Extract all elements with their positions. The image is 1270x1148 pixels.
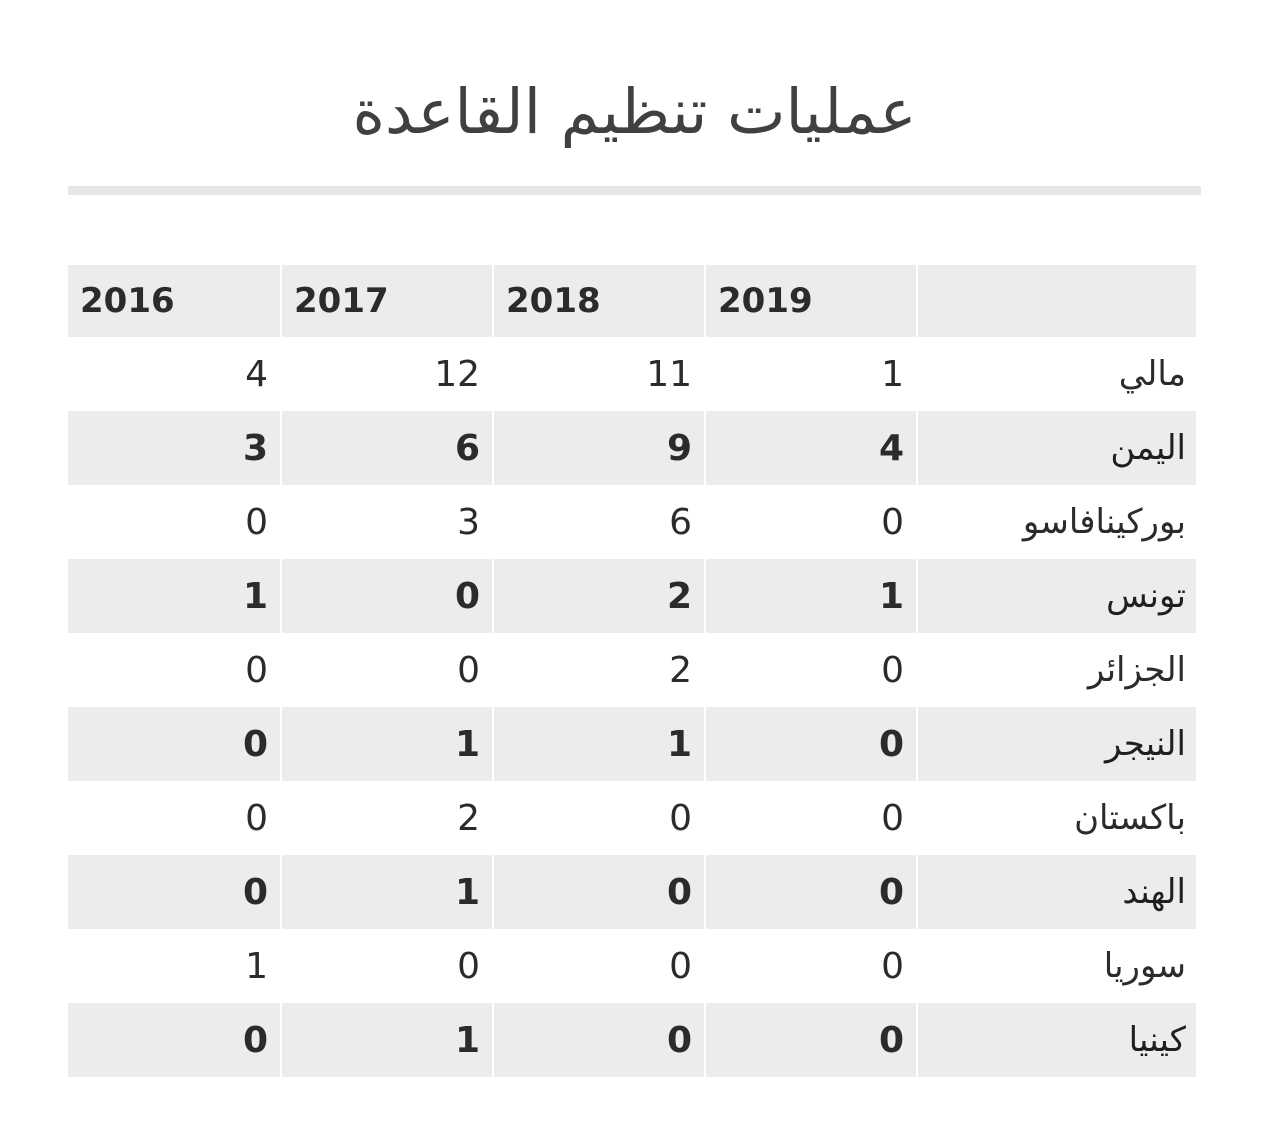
table-cell-2019: 4 <box>704 411 916 485</box>
table-row <box>68 337 1196 411</box>
table-cell-2018: 11 <box>492 337 704 411</box>
table-cell-2019: 0 <box>704 707 916 781</box>
table-cell-2016: 4 <box>245 353 268 395</box>
table-cell-2016: 3 <box>68 411 280 485</box>
table-cell-country: مالي <box>916 337 1196 411</box>
table-cell-2016: 0 <box>68 707 280 781</box>
table-cell-2018: 2 <box>492 633 704 707</box>
table-cell-country: باكستان <box>916 781 1196 855</box>
table-row <box>68 1003 1196 1077</box>
table-cell-2017: 12 <box>280 337 492 411</box>
table-cell-2019: 0 <box>704 855 916 929</box>
table-cell-country: بوركينافاسو <box>916 485 1196 559</box>
table-cell-2016: 0 <box>245 797 268 839</box>
table-row <box>68 411 1196 485</box>
page-title: عمليات تنظيم القاعدة <box>352 75 917 148</box>
column-header-2019: 2019 <box>704 265 916 337</box>
table-cell-country: كينيا <box>916 1003 1196 1077</box>
table-cell-2018: 0 <box>492 781 704 855</box>
table-row <box>68 855 1196 929</box>
table-cell-2017: 1 <box>280 855 492 929</box>
table-cell-2019: 0 <box>704 929 916 1003</box>
table-cell-2019: 1 <box>704 337 916 411</box>
table-cell-2018: 6 <box>492 485 704 559</box>
table-cell-2017: 0 <box>280 633 492 707</box>
table-row <box>68 781 1196 855</box>
table-cell-2016: 0 <box>68 1003 280 1077</box>
table-row <box>68 633 1196 707</box>
table-cell-2018: 9 <box>492 411 704 485</box>
table-cell-2018: 0 <box>492 1003 704 1077</box>
table-cell-2017: 3 <box>280 485 492 559</box>
table-cell-country: تونس <box>916 559 1196 633</box>
table-row <box>68 485 1196 559</box>
column-header-2018: 2018 <box>492 265 704 337</box>
table-cell-country: اليمن <box>916 411 1196 485</box>
table-row <box>68 929 1196 1003</box>
table-cell-country: سوريا <box>916 929 1196 1003</box>
data-table <box>68 265 1196 1077</box>
table-body <box>68 337 1196 1077</box>
table-cell-2016: 0 <box>245 501 268 543</box>
table-cell-2017: 1 <box>280 707 492 781</box>
table-cell-2016: 0 <box>68 855 280 929</box>
table-row <box>68 559 1196 633</box>
table-cell-2017: 0 <box>280 929 492 1003</box>
table-cell-2018: 2 <box>492 559 704 633</box>
table-cell-2019: 0 <box>704 1003 916 1077</box>
table-cell-2016: 1 <box>245 945 268 987</box>
table-cell-country: الهند <box>916 855 1196 929</box>
table-cell-2016: 0 <box>245 649 268 691</box>
table-cell-2019: 0 <box>704 485 916 559</box>
column-header-2016: 2016 <box>68 265 280 337</box>
column-header-2017: 2017 <box>280 265 492 337</box>
table-cell-2019: 0 <box>704 781 916 855</box>
table-cell-2018: 1 <box>492 707 704 781</box>
table-cell-2017: 1 <box>280 1003 492 1077</box>
table-cell-2018: 0 <box>492 929 704 1003</box>
column-header-country <box>916 265 1196 337</box>
table-row <box>68 707 1196 781</box>
table-cell-2016: 1 <box>68 559 280 633</box>
table-header-row <box>68 265 1196 337</box>
table-cell-2018: 0 <box>492 855 704 929</box>
title-divider <box>68 186 1201 195</box>
table-cell-2019: 1 <box>704 559 916 633</box>
table-cell-2017: 6 <box>280 411 492 485</box>
table-cell-country: النيجر <box>916 707 1196 781</box>
table-cell-2017: 2 <box>280 781 492 855</box>
table-cell-2017: 0 <box>280 559 492 633</box>
table-cell-country: الجزائر <box>916 633 1196 707</box>
table-cell-2019: 0 <box>704 633 916 707</box>
